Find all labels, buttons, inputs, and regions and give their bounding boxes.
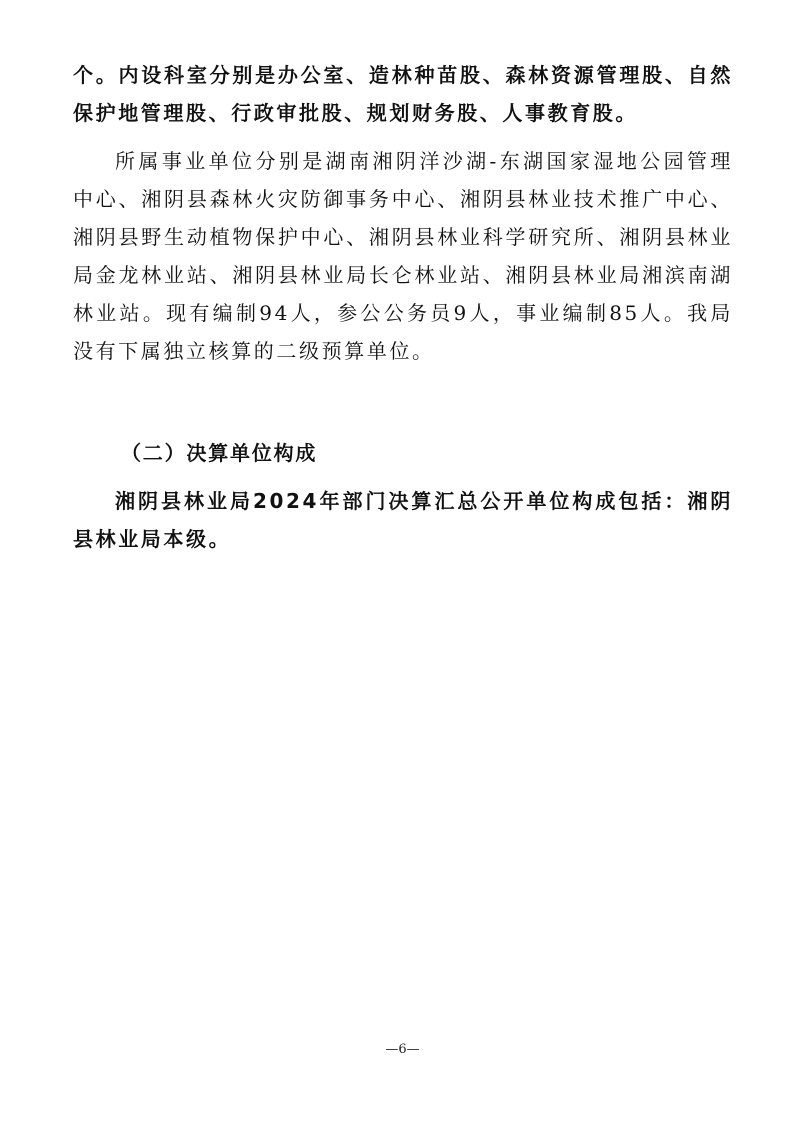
paragraph-affiliated-units: 所属事业单位分别是湖南湘阴洋沙湖-东湖国家湿地公园管理中心、湘阴县森林火灾防御事务中心、湘阴县林业技术推广中心、湘阴县野生动植物保护中心、湘阴县林业科学研究所、湘阴县林业局金龙林业站、湘阴县林业局长仑林业站、湘阴县林业局湘滨南湖林业站。现有编制94人，参公公务员9人，事业编制85人。我局没有下属独立核算的二级预算单位。 (73, 149, 733, 363)
paragraph-unit-composition: 湘阴县林业局2024年部门决算汇总公开单位构成包括：湘阴县林业局本级。 (73, 489, 733, 551)
page-number: —6— (385, 1042, 420, 1057)
paragraph-departments: 个。内设科室分别是办公室、造林种苗股、森林资源管理股、自然保护地管理股、行政审批股、规划财务股、人事教育股。 (73, 63, 733, 125)
section-heading: （二）决算单位构成 (121, 441, 318, 465)
